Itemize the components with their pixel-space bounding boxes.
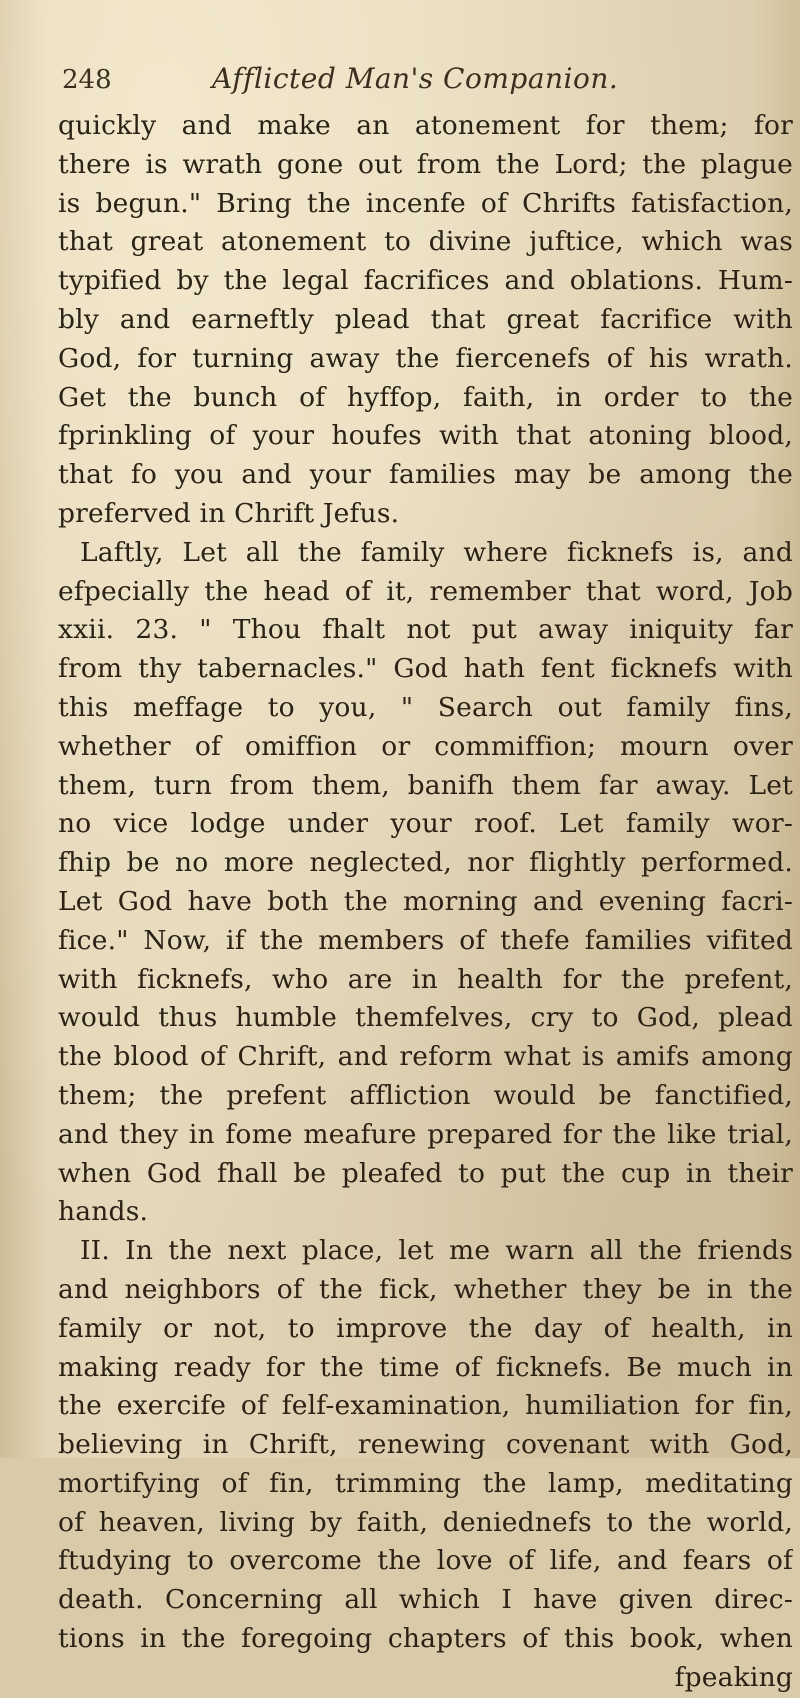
text-line: believing in Chrift, renewing covenant with God,	[58, 1429, 793, 1461]
text-line: xxii. 23. " Thou fhalt not put away iniquity far	[58, 614, 793, 646]
text-line: there is wrath gone out from the Lord; the plague	[58, 148, 793, 180]
text-line: bly and earneftly plead that great facrifice with	[58, 303, 793, 335]
text-line: ftudying to overcome the love of life, and fears of	[58, 1545, 793, 1577]
text-line: efpecially the head of it, remember that word, Job	[58, 575, 793, 607]
page-number: 248	[62, 65, 112, 95]
text-line: mortifying of fin, trimming the lamp, meditating	[58, 1467, 793, 1499]
text-line: would thus humble themfelves, cry to God, plead	[58, 1002, 793, 1034]
book-title: Afflicted Man's Companion.	[212, 62, 619, 95]
text-line: God, for turning away the fiercenefs of his wrath.	[58, 342, 793, 374]
text-line: that great atonement to divine juftice, which was	[58, 226, 793, 258]
text-line: and they in fome meafure prepared for the like trial,	[58, 1118, 793, 1150]
text-line: preferved in Chrift Jefus.	[58, 497, 400, 529]
text-line: death. Concerning all which I have given direc-	[58, 1584, 793, 1616]
text-line: Let God have both the morning and evening facri-	[58, 885, 793, 917]
catchword: fpeaking	[674, 1661, 793, 1693]
text-line: of heaven, living by faith, deniednefs to the world,	[58, 1506, 793, 1538]
text-line: with ficknefs, who are in health for the prefent,	[58, 963, 793, 995]
text-line: this meffage to you, " Search out family fins,	[58, 691, 793, 723]
text-line: making ready for the time of ficknefs. Be much in	[58, 1351, 793, 1383]
text-line: the exercife of felf-examination, humiliation for fin,	[58, 1390, 793, 1422]
text-line: family or not, to improve the day of health, in	[58, 1312, 793, 1344]
text-line: quickly and make an atonement for them; for	[58, 110, 793, 141]
text-body	[58, 107, 793, 1698]
running-head	[62, 62, 760, 102]
text-line: no vice lodge under your roof. Let family wor-	[58, 808, 793, 840]
text-line: fhip be no more neglected, nor flightly performed.	[58, 847, 793, 879]
paragraph-start-line: II. In the next place, let me warn all the friends	[80, 1235, 793, 1267]
text-line: tions in the foregoing chapters of this book, when	[58, 1623, 793, 1655]
text-line: when God fhall be pleafed to put the cup in their	[58, 1157, 793, 1189]
text-line: hands.	[58, 1196, 149, 1228]
paragraph-start-line: Laftly, Let all the family where ficknefs is, and	[80, 536, 793, 568]
text-line: fice." Now, if the members of thefe families vifited	[58, 924, 793, 956]
text-line: typified by the legal facrifices and oblations. Hum-	[58, 265, 793, 297]
text-line: and neighbors of the fick, whether they be in the	[58, 1273, 793, 1305]
text-line: that fo you and your families may be among the	[58, 459, 793, 491]
text-line: them; the prefent affliction would be fanctified,	[58, 1079, 793, 1111]
text-line: Get the bunch of hyffop, faith, in order to the	[58, 381, 793, 413]
text-line: the blood of Chrift, and reform what is amifs among	[58, 1041, 793, 1073]
text-line: fprinkling of your houfes with that atoning blood,	[58, 420, 793, 452]
text-line: whether of omiffion or commiffion; mourn over	[58, 730, 793, 762]
text-line: is begun." Bring the incenfe of Chrifts fatisfaction,	[58, 187, 793, 219]
text-line: from thy tabernacles." God hath fent ficknefs with	[58, 653, 793, 685]
text-line: them, turn from them, banifh them far away. Let	[58, 769, 793, 801]
